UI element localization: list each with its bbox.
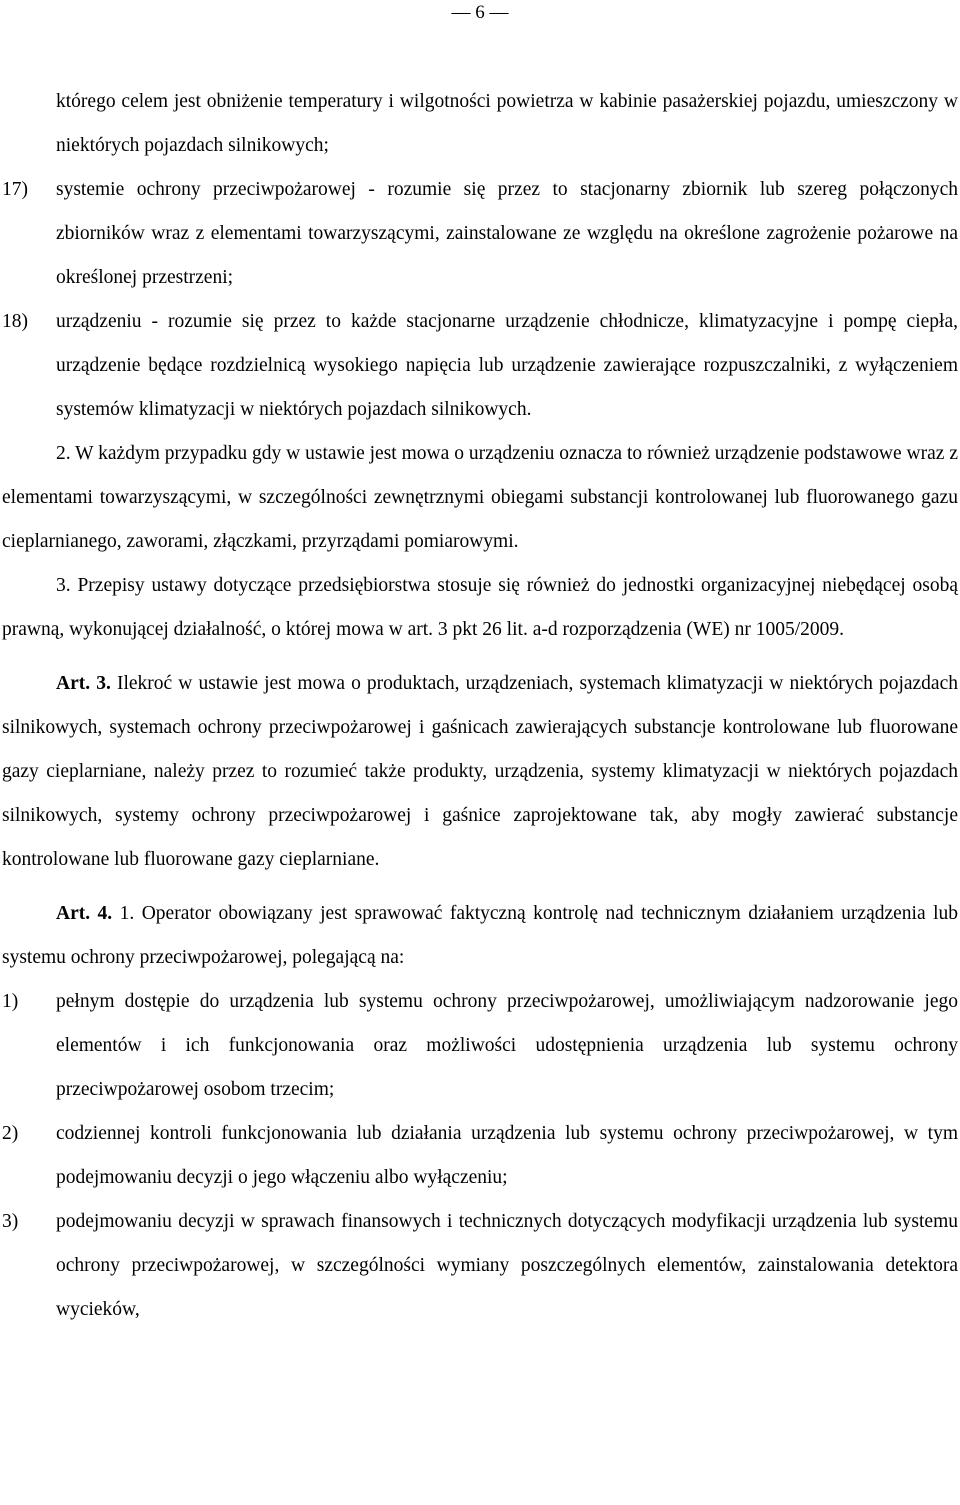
list-item-number: 2)	[2, 1123, 19, 1144]
list-item-17	[2, 168, 958, 300]
continuation-text: którego celem jest obniżenie temperatury i wilgotności powietrza w kabinie pasażerskiej pojazdu, umieszczony w niektórych pojazdach silnikowych;	[56, 91, 958, 156]
list-item-text: podejmowaniu decyzji w sprawach finansowych i technicznych dotyczących modyfikacji urządzenia lub systemu ochrony przeciwpożarowej, w szczególności wymiany poszczególnych elementów, zainstalowania detektora wycieków,	[56, 1211, 958, 1320]
list-item-number: 18)	[2, 311, 28, 332]
list-item-text: codziennej kontroli funkcjonowania lub działania urządzenia lub systemu ochrony przeciwpożarowej, w tym podejmowaniu decyzji o jego włączeniu albo wyłączeniu;	[56, 1123, 958, 1188]
article-4	[2, 892, 958, 980]
document-body	[2, 80, 958, 1332]
list-item-continuation	[2, 80, 958, 168]
paragraph-ust2: 2. W każdym przypadku gdy w ustawie jest mowa o urządzeniu oznacza to również urządzenie podstawowe wraz z elementami towarzyszącymi, w szczególności zewnętrznymi obiegami substancji kontrolowanej lub fluorowanego gazu cieplarnianego, zaworami, złączkami, przyrządami pomiarowymi.	[2, 443, 958, 552]
list-item-art4-2	[2, 1112, 958, 1200]
list-item-number: 3)	[2, 1211, 19, 1232]
list-item-text: urządzeniu - rozumie się przez to każde stacjonarne urządzenie chłodnicze, klimatyzacyjne i pompę ciepła, urządzenie będące rozdzielnicą wysokiego napięcia lub urządzenie zawierające rozpuszczalniki, z wyłączeniem systemów klimatyzacji w niektórych pojazdach silnikowych.	[56, 311, 958, 420]
article-4-label: Art. 4.	[56, 903, 113, 924]
list-item-18	[2, 300, 958, 432]
list-item-number: 17)	[2, 179, 28, 200]
article-4-text: 1. Operator obowiązany jest sprawować faktyczną kontrolę nad technicznym działaniem urządzenia lub systemu ochrony przeciwpożarowej, polegającą na:	[2, 903, 958, 968]
article-3-text: Ilekroć w ustawie jest mowa o produktach, urządzeniach, systemach klimatyzacji w niektórych pojazdach silnikowych, systemach ochrony przeciwpożarowej i gaśnicach zawierających substancje kontrolowane lub fluorowane gazy cieplarniane, należy przez to rozumieć także produkty, urządzenia, systemy klimatyzacji w niektórych pojazdach silnikowych, systemy ochrony przeciwpożarowej i gaśnice zaprojektowane tak, aby mogły zawierać substancje kontrolowane lub fluorowane gazy cieplarniane.	[2, 673, 958, 870]
page-number: — 6 —	[451, 2, 509, 23]
list-item-text: systemie ochrony przeciwpożarowej - rozumie się przez to stacjonarny zbiornik lub szereg połączonych zbiorników wraz z elementami towarzyszącymi, zainstalowane ze względu na określone zagrożenie pożarowe na określonej przestrzeni;	[56, 179, 958, 288]
article-3	[2, 662, 958, 882]
list-item-art4-3	[2, 1200, 958, 1332]
paragraph-ust3: 3. Przepisy ustawy dotyczące przedsiębiorstwa stosuje się również do jednostki organizacyjnej niebędącej osobą prawną, wykonującej działalność, o której mowa w art. 3 pkt 26 lit. a-d rozporządzenia (WE) nr 1005/2009.	[2, 575, 958, 640]
list-item-text: pełnym dostępie do urządzenia lub systemu ochrony przeciwpożarowej, umożliwiającym nadzorowanie jego elementów i ich funkcjonowania oraz możliwości udostępnienia urządzenia lub systemu ochrony przeciwpożarowej osobom trzecim;	[56, 991, 958, 1100]
list-item-number: 1)	[2, 991, 19, 1012]
list-item-art4-1	[2, 980, 958, 1112]
article-3-label: Art. 3.	[56, 673, 111, 694]
